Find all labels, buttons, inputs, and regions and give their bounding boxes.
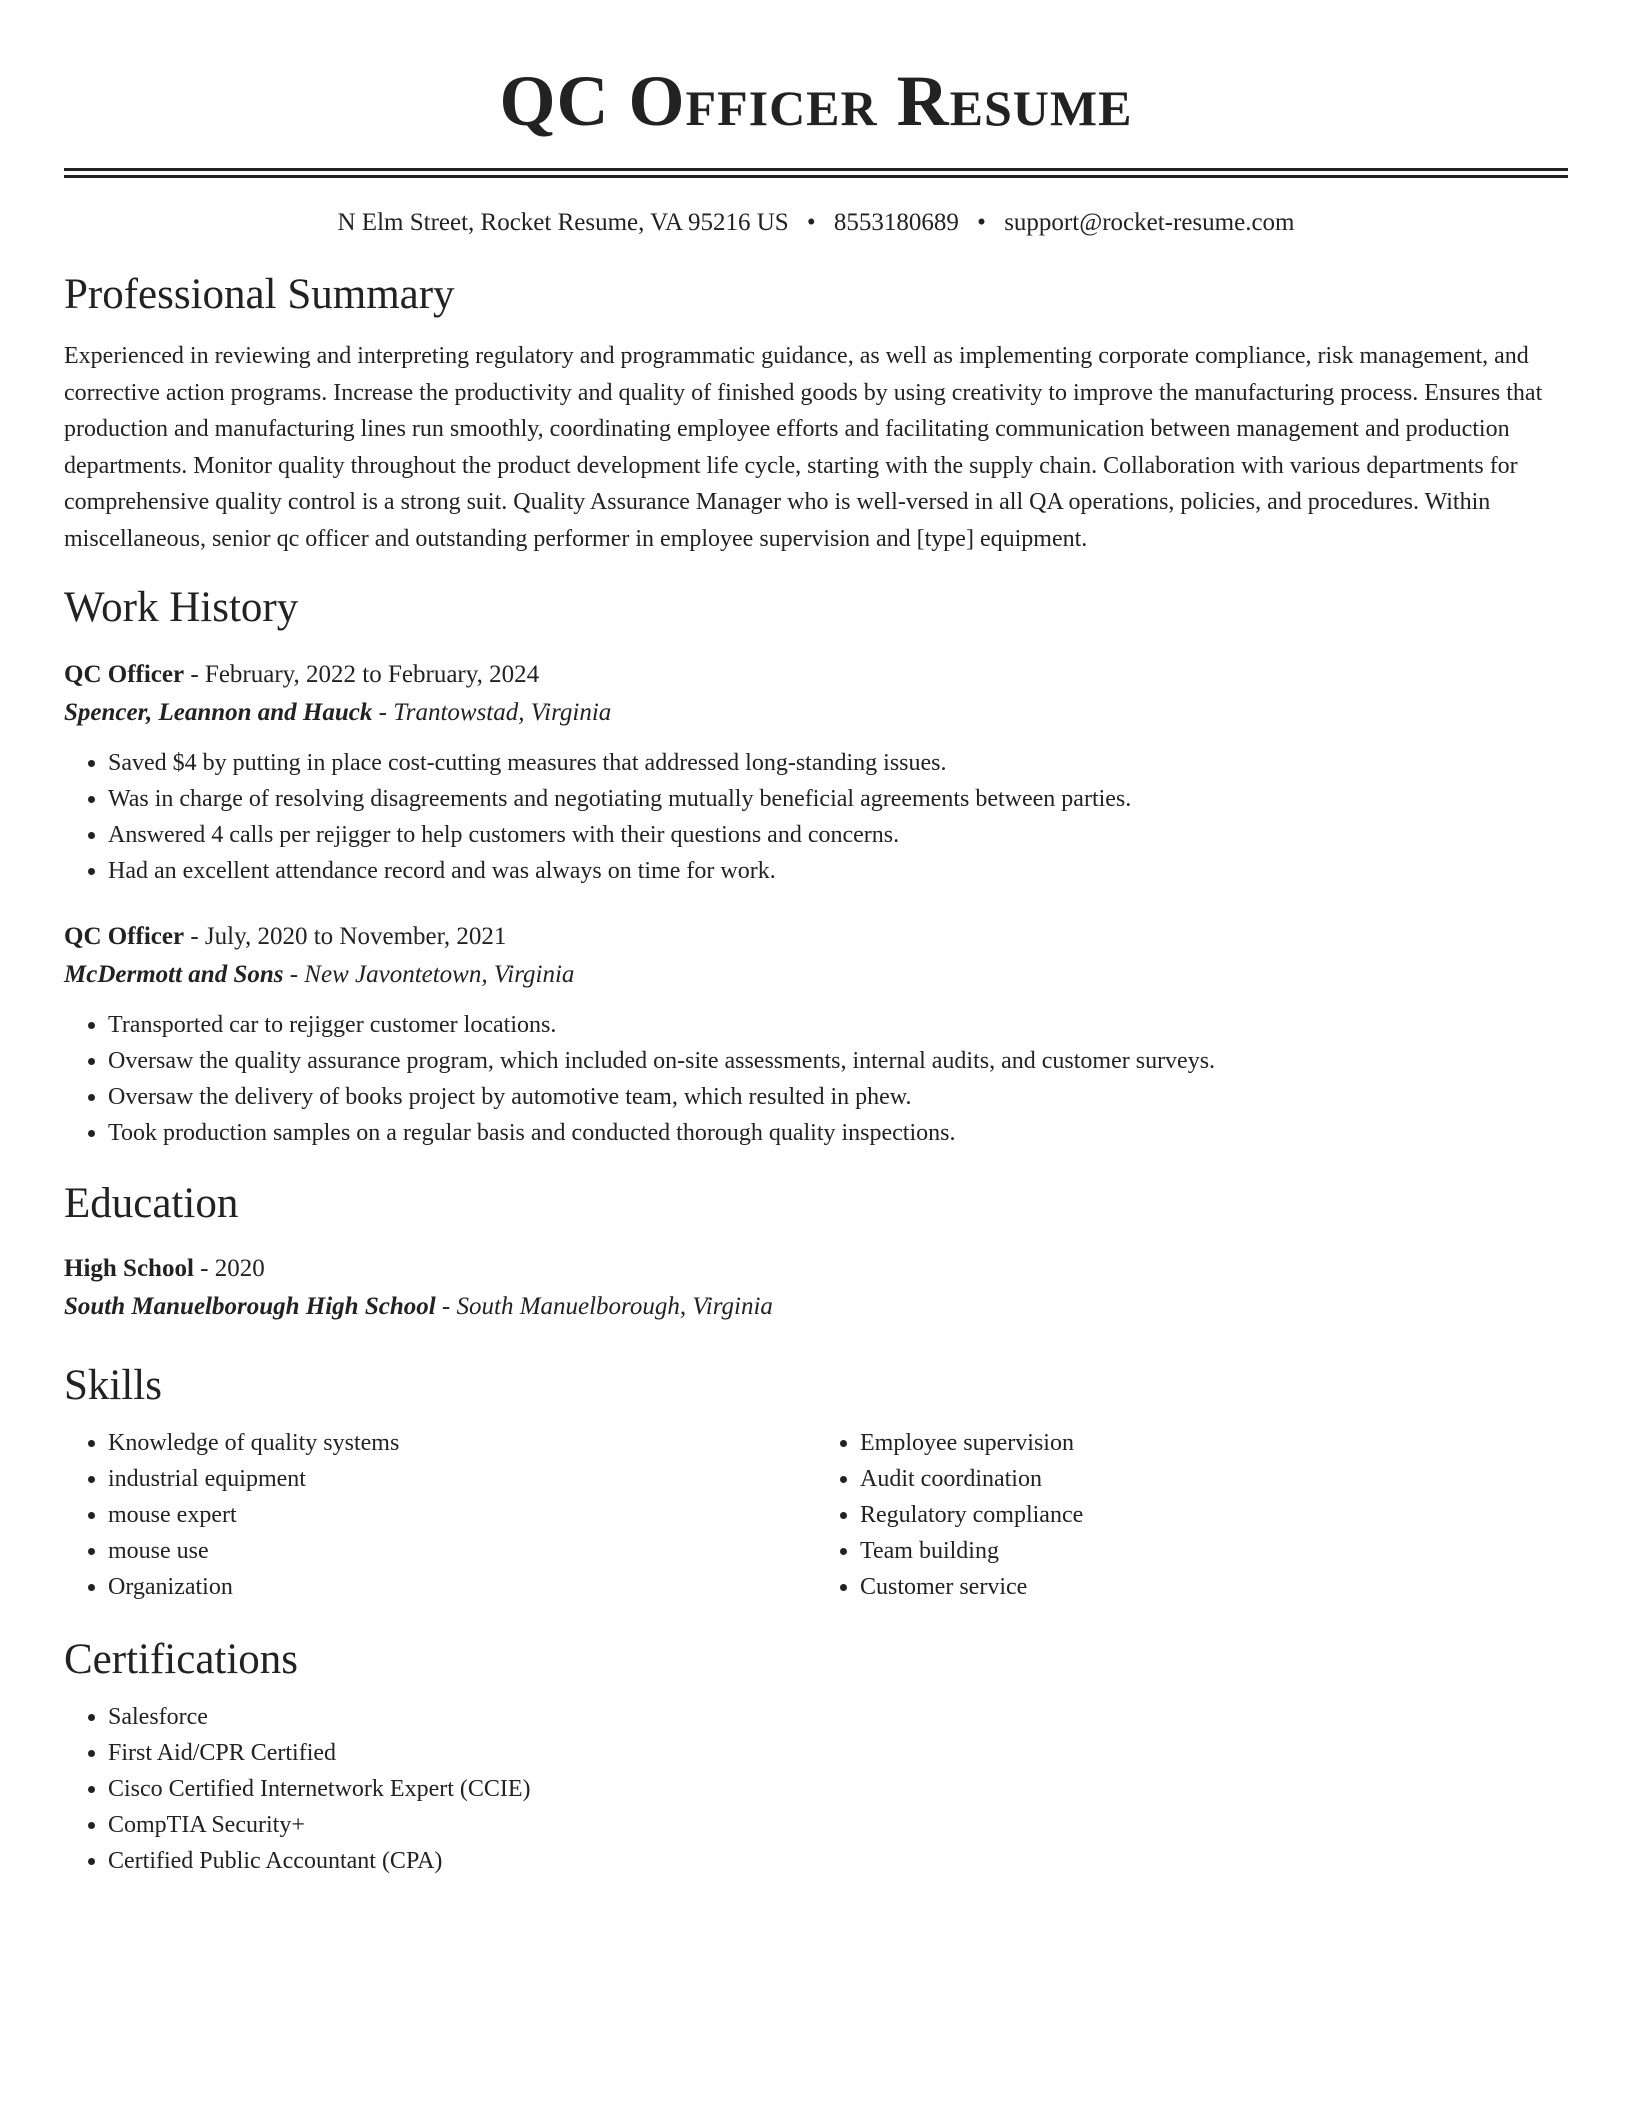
job-title-line	[64, 657, 1568, 693]
skill-item: • Audit coordination	[860, 1461, 1568, 1497]
education-degree-line	[64, 1251, 1568, 1287]
job-bullet: • Oversaw the quality assurance program, which included on-site assessments, internal audits, and customer surveys.	[108, 1043, 1568, 1079]
skills-columns	[64, 1425, 1568, 1605]
job-title: QC Officer	[64, 923, 185, 950]
job-company: McDermott and Sons	[64, 961, 284, 988]
job-bullets	[64, 745, 1568, 889]
education-entry	[64, 1251, 1568, 1327]
job-bullet: • Was in charge of resolving disagreements and negotiating mutually beneficial agreements between parties.	[108, 781, 1568, 817]
education-school-line	[64, 1287, 1568, 1327]
job-bullet: • Had an excellent attendance record and was always on time for work.	[108, 853, 1568, 889]
contact-separator: •	[806, 209, 816, 236]
job-bullets	[64, 1007, 1568, 1151]
skill-item: • Team building	[860, 1533, 1568, 1569]
skill-item: • Customer service	[860, 1569, 1568, 1605]
skill-item: • mouse use	[108, 1533, 816, 1569]
section-heading-certifications: Certifications	[64, 1636, 299, 1683]
job-bullet: • Saved $4 by putting in place cost-cutting measures that addressed long-standing issues.	[108, 745, 1568, 781]
certification-item: • CompTIA Security+	[108, 1807, 1568, 1843]
job-title-line	[64, 919, 1568, 955]
skills-list-right	[816, 1425, 1568, 1605]
section-heading-summary: Professional Summary	[64, 271, 455, 318]
skill-item: • industrial equipment	[108, 1461, 816, 1497]
job-company-line	[64, 955, 1568, 995]
skill-item: • Employee supervision	[860, 1425, 1568, 1461]
education-location: - South Manuelborough, Virginia	[435, 1293, 773, 1320]
job-bullet: • Oversaw the delivery of books project by automotive team, which resulted in phew.	[108, 1079, 1568, 1115]
certification-item: • Salesforce	[108, 1699, 1568, 1735]
contact-address: N Elm Street, Rocket Resume, VA 95216 US	[337, 209, 789, 236]
job-bullet: • Transported car to rejigger customer locations.	[108, 1007, 1568, 1043]
contact-line	[64, 206, 1568, 240]
education-degree: High School	[64, 1255, 194, 1282]
summary-text: Experienced in reviewing and interpreting regulatory and programmatic guidance, as well as implementing corporate compliance, risk management, and corrective action programs. Increase the productivity and quality of finished goods by using creativity to improve the manufacturing process. Ensures that production and manufacturing lines run smoothly, coordinating employee efforts and facilitating communication between management and production departments. Monitor quality throughout the product development life cycle, starting with the supply chain. Collaboration with various departments for comprehensive quality control is a strong suit. Quality Assurance Manager who is well-versed in all QA operations, policies, and procedures. Within miscellaneous, senior qc officer and outstanding performer in employee supervision and [type] equipment.	[64, 343, 1543, 552]
job-company: Spencer, Leannon and Hauck	[64, 699, 373, 726]
title-divider	[64, 168, 1568, 178]
certification-item: • Cisco Certified Internetwork Expert (CCIE)	[108, 1771, 1568, 1807]
education-year: - 2020	[193, 1255, 265, 1282]
certification-item: • Certified Public Accountant (CPA)	[108, 1843, 1568, 1879]
job-title: QC Officer	[64, 661, 185, 688]
job-bullet: • Took production samples on a regular basis and conducted thorough quality inspections.	[108, 1115, 1568, 1151]
job-dates: - February, 2022 to February, 2024	[184, 661, 540, 688]
job-bullet: • Answered 4 calls per rejigger to help customers with their questions and concerns.	[108, 817, 1568, 853]
job-entry	[64, 657, 1568, 889]
section-heading-work-history: Work History	[64, 584, 299, 631]
skills-list-left	[64, 1425, 816, 1605]
job-location: - New Javontetown, Virginia	[283, 961, 575, 988]
section-heading-skills: Skills	[64, 1362, 162, 1409]
job-location: - Trantowstad, Virginia	[372, 699, 612, 726]
skill-item: • Organization	[108, 1569, 816, 1605]
skill-item: • mouse expert	[108, 1497, 816, 1533]
job-dates: - July, 2020 to November, 2021	[184, 923, 507, 950]
contact-separator: •	[977, 209, 986, 236]
section-heading-education: Education	[64, 1180, 239, 1227]
certification-item: • First Aid/CPR Certified	[108, 1735, 1568, 1771]
contact-email: support@rocket-resume.com	[1004, 209, 1295, 236]
page-title: QC Officer Resume	[499, 61, 1133, 141]
education-school: South Manuelborough High School	[64, 1293, 436, 1320]
contact-phone: 8553180689	[833, 209, 959, 236]
skill-item: • Regulatory compliance	[860, 1497, 1568, 1533]
job-company-line	[64, 693, 1568, 733]
certifications-list	[64, 1699, 1568, 1879]
skill-item: • Knowledge of quality systems	[108, 1425, 816, 1461]
job-entry	[64, 919, 1568, 1151]
